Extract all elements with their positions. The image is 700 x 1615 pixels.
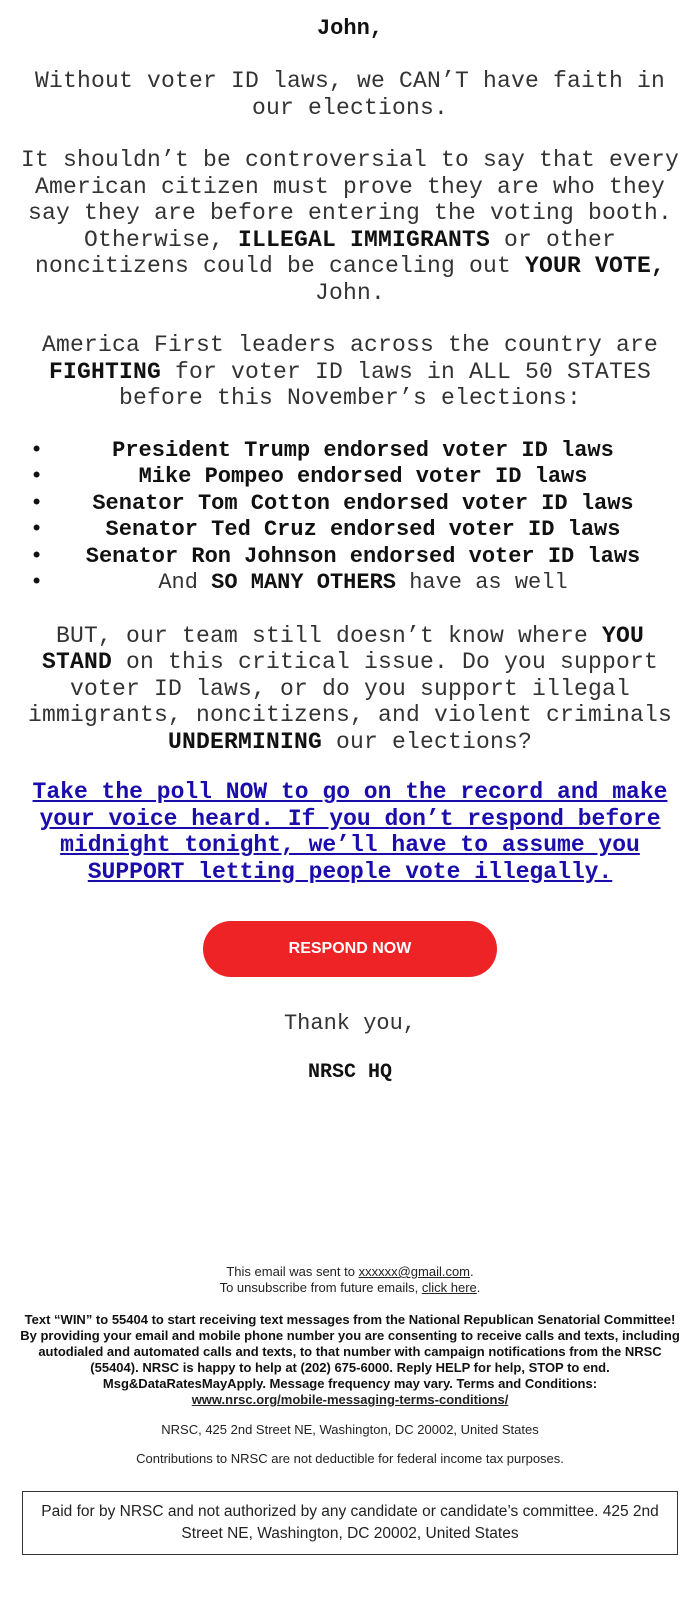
p2-text-e: John. [314,279,385,306]
p3-bold-fighting: FIGHTING [48,358,161,385]
intro-paragraph [20,68,680,121]
thank-you: Thank you, [283,1011,417,1036]
sent-to-suffix: . [470,1264,474,1279]
paragraph-where-you-stand [20,623,680,756]
p3-text-c: for voter ID laws in ALL 50 STATES before this November’s elections: [118,358,652,411]
list-item [20,491,680,518]
list-item [20,464,680,491]
list-item [20,438,680,465]
sms-disclaimer [20,1312,680,1408]
endorsement-text: Mike Pompeo endorsed voter ID laws [138,464,588,489]
email-footer [20,1264,680,1555]
endorsement-text: Senator Ron Johnson endorsed voter ID laws [85,543,641,569]
last-item-text-a: And [158,570,212,595]
paid-for-box: Paid for by NRSC and not authorized by any candidate or candidate’s committee. 425 2nd Street NE, Washington, DC 20002, United States [22,1491,678,1555]
list-item [20,517,680,544]
email-body [20,16,680,1084]
intro-text: Without voter ID laws, we CAN’T have faith in our elections. [34,68,666,121]
terms-link[interactable]: www.nrsc.org/mobile-messaging-terms-conditions/ [191,1392,509,1407]
p4-text-e: our elections? [321,728,533,755]
signature: NRSC HQ [307,1061,392,1084]
unsubscribe-suffix: . [476,1280,481,1295]
paragraph-leaders [20,332,680,412]
p4-text-a: BUT, our team still doesn’t know where [55,622,603,649]
respond-now-button[interactable]: RESPOND NOW [203,921,497,977]
list-item [20,570,680,597]
unsubscribe-prefix: To unsubscribe from future emails, [219,1280,422,1295]
sent-to-line [20,1264,680,1280]
endorsement-text: Senator Tom Cotton endorsed voter ID laws [92,490,634,516]
p3-text-a: America First leaders across the country are [41,332,659,358]
list-item [20,544,680,571]
unsubscribe-line [20,1280,680,1296]
p2-bold-your-vote: YOUR VOTE, [525,253,666,279]
p4-bold-undermining: UNDERMINING [167,728,322,755]
p4-text-c: on this critical issue. Do you support voter ID laws, or do you support illegal immigrants, noncitizens, and violent criminals [27,649,673,728]
p4-bold-you-stand: YOU STAND [41,622,645,675]
greeting: John, [316,16,383,41]
endorsement-text: President Trump endorsed voter ID laws [112,437,614,463]
recipient-email-link[interactable]: xxxxxx@gmail.com [358,1264,471,1279]
sms-text: Text “WIN” to 55404 to start receiving text messages from the National Republican Senatorial Committee! By providing your email and mobile phone number you are consenting to receive calls and texts, including autodialed and automated calls and texts, to that number with campaign notifications from the NRSC (55404). NRSC is happy to help at (202) 675-6000. Reply HELP for help, STOP to end. Msg&DataRatesMayApply. Message frequency may vary. Terms and Conditions: [20,1312,680,1391]
p2-text-c: or other noncitizens could be canceling out [34,226,617,279]
unsubscribe-link[interactable]: click here [421,1280,477,1295]
p2-text-a: It shouldn’t be controversial to say that every American citizen must prove they are who they say they are before entering the voting booth. Otherwise, [20,147,680,253]
mailing-address: NRSC, 425 2nd Street NE, Washington, DC 20002, United States [161,1422,539,1437]
last-item-text-c: have as well [396,570,568,595]
endorsement-text: Senator Ted Cruz endorsed voter ID laws [105,517,621,542]
sent-to-prefix: This email was sent to [226,1264,359,1279]
last-item-bold: SO MANY OTHERS [211,570,396,595]
tax-disclaimer: Contributions to NRSC are not deductible for federal income tax purposes. [136,1451,564,1466]
paragraph-voter-id [20,147,680,306]
p2-bold-illegal-immigrants: ILLEGAL IMMIGRANTS [237,226,491,253]
take-poll-link[interactable]: Take the poll NOW to go on the record and make your voice heard. If you don’t respond before midnight tonight, we’ll have to assume you SUPPORT letting people vote illegally. [32,779,668,885]
endorsement-list [20,438,680,597]
